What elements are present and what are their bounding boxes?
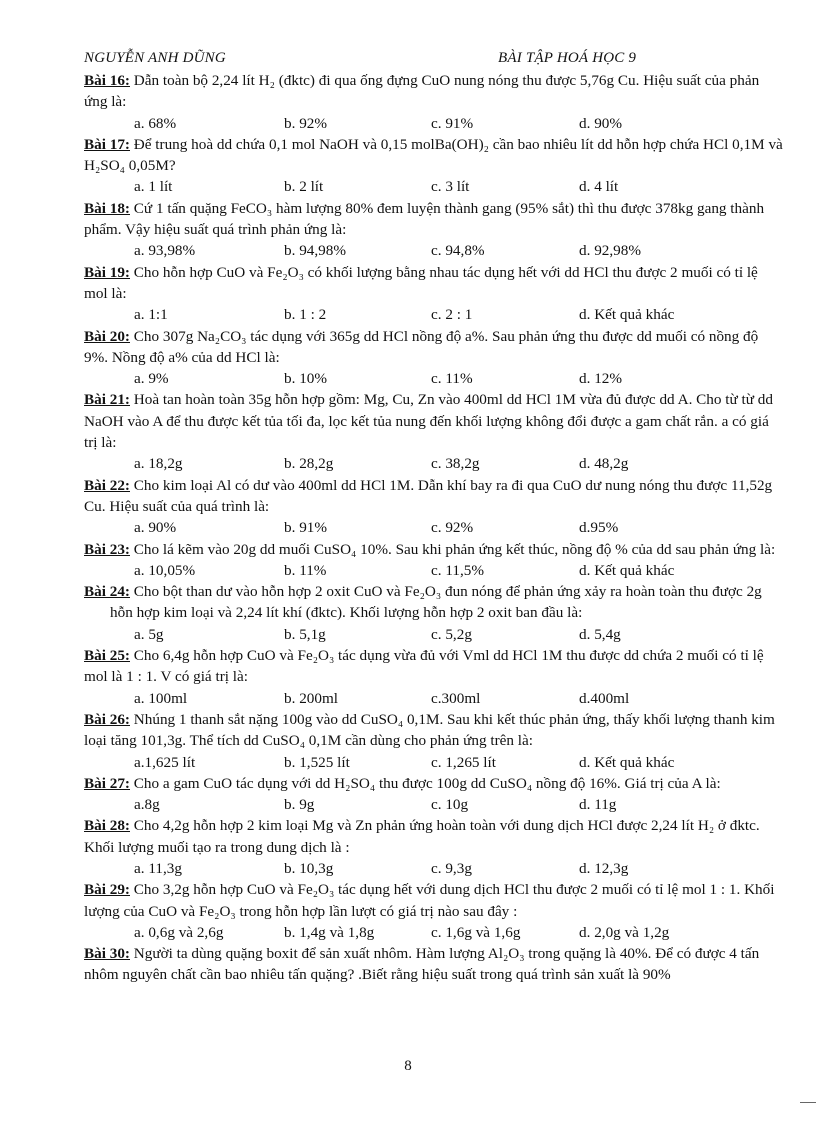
answer-option: b. 28,2g [284, 455, 334, 473]
answer-option: d.400ml [579, 689, 630, 707]
answer-option: b. 10,3g [284, 859, 334, 877]
answer-options [84, 304, 784, 325]
question-list [84, 70, 784, 986]
answer-options [84, 858, 784, 879]
answer-option: c. 5,2g [431, 625, 472, 643]
question-number: Bài 22: [84, 476, 130, 494]
answer-option: c. 94,8% [431, 242, 485, 260]
answer-option: c. 38,2g [431, 455, 480, 473]
answer-option: b. 91% [284, 519, 328, 537]
answer-option: d. 12,3g [579, 859, 629, 877]
answer-option: a.8g [134, 796, 160, 814]
answer-options [84, 113, 784, 134]
question-text [84, 709, 784, 752]
answer-option: d. Kết quả khác [579, 753, 675, 771]
question-text [84, 943, 784, 986]
answer-option: a. 93,98% [134, 242, 196, 260]
answer-option: a. 100ml [134, 689, 188, 707]
page-number: 8 [404, 1058, 412, 1074]
question-number: Bài 19: [84, 263, 130, 281]
page-header [84, 50, 784, 70]
answer-option: a. 1 lít [134, 178, 173, 196]
question-body: Cho 307g Na₂CO₃ tác dụng với 365g dd HCl nồng độ a%. Sau phản ứng thu được dd muối có nồng độ 9%. Nồng độ a% của dd HCl là: [84, 327, 759, 366]
question-body: Cho 3,2g hỗn hợp CuO và Fe₂O₃ tác dụng hết với dung dịch HCl thu được 2 muối có tỉ lệ mol 1 : 1. Khối lượng của CuO và Fe₂O₃ trong hỗn hợp lần lượt có giá trị nào sau đây : [84, 881, 775, 920]
question-number: Bài 28: [84, 817, 130, 835]
answer-option: b. 11% [284, 561, 327, 579]
question-text [84, 389, 784, 453]
answer-option: c. 11,5% [431, 561, 485, 579]
answer-option: c. 11% [431, 370, 473, 388]
question-number: Bài 27: [84, 774, 130, 792]
answer-option: d.95% [579, 519, 619, 537]
question-text [84, 475, 784, 518]
question-number: Bài 21: [84, 391, 130, 409]
answer-option: c. 9,3g [431, 859, 472, 877]
answer-options [84, 560, 784, 581]
question-body: Cho lá kẽm vào 20g dd muối CuSO₄ 10%. Sau khi phản ứng kết thúc, nồng độ % của dd sau phản ứng là: [133, 540, 776, 558]
answer-option: d. 5,4g [579, 625, 621, 643]
question-body: Cho a gam CuO tác dụng với dd H₂SO₄ thu được 100g dd CuSO₄ nồng độ 16%. Giá trị của A là: [133, 774, 721, 792]
question-text [84, 581, 784, 624]
answer-option: a. 5g [134, 625, 164, 643]
question-number: Bài 23: [84, 540, 130, 558]
header-subject: BÀI TẬP HOÁ HỌC 9 [498, 50, 637, 66]
question-body: Để trung hoà dd chứa 0,1 mol NaOH và 0,15 molBa(OH)₂ cần bao nhiêu lít dd hỗn hợp chứa HCl 0,1M và H₂SO₄ 0,05M? [84, 135, 783, 175]
answer-option: d. 92,98% [579, 242, 642, 260]
answer-options [84, 453, 784, 474]
question-number: Bài 30: [84, 945, 130, 963]
header-author: NGUYỄN ANH DŨNG [84, 50, 226, 66]
answer-option: c. 92% [431, 519, 474, 537]
question-text [84, 539, 784, 560]
answer-option: d. 2,0g và 1,2g [579, 923, 670, 941]
question-body: Cho 6,4g hỗn hợp CuO và Fe₂O₃ tác dụng vừa đủ với Vml dd HCl 1M thu được dd chứa 2 muối có tỉ lệ mol là 1 : 1. V có giá trị là: [84, 647, 764, 686]
answer-option: a. 1:1 [134, 306, 168, 324]
answer-option: a. 18,2g [134, 455, 183, 473]
answer-options [84, 240, 784, 261]
answer-option: a. 0,6g và 2,6g [134, 923, 224, 941]
question-number: Bài 18: [84, 199, 130, 217]
question-body: Người ta dùng quặng boxit để sản xuất nhôm. Hàm lượng Al₂O₃ trong quặng là 40%. Để có được 4 tấn nhôm nguyên chất cần bao nhiêu tấn quặng? .Biết rằng hiệu suất trong quá trình sản xuất là 90% [84, 945, 760, 984]
answer-option: d. 48,2g [579, 455, 629, 473]
answer-option: c.300ml [431, 689, 481, 707]
answer-options [84, 517, 784, 538]
answer-option: d. Kết quả khác [579, 561, 675, 579]
answer-option: c. 10g [431, 796, 469, 814]
answer-option: b. 5,1g [284, 625, 326, 643]
question-body: Nhúng 1 thanh sắt nặng 100g vào dd CuSO₄ 0,1M. Sau khi kết thúc phản ứng, thấy khối lượng thanh kim loại tăng 101,3g. Thể tích dd CuSO₄ 0,1M cần dùng cho phản ứng trên là: [84, 710, 775, 750]
question-text [84, 262, 784, 305]
question-body: Cho 4,2g hỗn hợp 2 kim loại Mg và Zn phản ứng hoàn toàn với dung dịch HCl được 2,24 lít H₂ ở đktc. Khối lượng muối tạo ra trong dung dịch là : [84, 817, 760, 856]
answer-option: a.1,625 lít [134, 753, 196, 771]
question-number: Bài 26: [84, 710, 130, 728]
question-text [84, 70, 784, 113]
answer-option: a. 10,05% [134, 561, 196, 579]
answer-option: c. 1,265 lít [431, 753, 496, 771]
answer-option: c. 91% [431, 114, 474, 132]
answer-option: b. 10% [284, 370, 328, 388]
answer-option: c. 1,6g và 1,6g [431, 923, 521, 941]
divider [800, 1102, 816, 1103]
answer-options [84, 624, 784, 645]
question-text [84, 326, 784, 369]
answer-option: d. 90% [579, 114, 623, 132]
answer-option: b. 2 lít [284, 178, 324, 196]
answer-options [84, 794, 784, 815]
answer-option: b. 1,525 lít [284, 753, 350, 771]
question-body: Cho bột than dư vào hỗn hợp 2 oxit CuO và Fe₂O₃ đun nóng để phản ứng xảy ra hoàn toàn thu được 2g hỗn hợp kim loại và 2,24 lít khí (đktc). Khối lượng hỗn hợp 2 oxit ban đầu là: [110, 583, 762, 622]
answer-option: c. 2 : 1 [431, 306, 473, 324]
question-number: Bài 17: [84, 135, 130, 153]
question-body: Hoà tan hoàn toàn 35g hỗn hợp gồm: Mg, Cu, Zn vào 400ml dd HCl 1M vừa đủ được dd A. Cho từ từ dd NaOH vào A để thu được kết tủa tối đa, lọc kết tủa nung đến khối lượng không đổi được a gam chất rắn. a có giá trị là: [84, 391, 773, 452]
answer-options [84, 922, 784, 943]
question-body: Cho kim loại Al có dư vào 400ml dd HCl 1M. Dẫn khí bay ra đi qua CuO dư nung nóng thu được 11,52g Cu. Hiệu suất của quá trình là: [84, 476, 773, 515]
question-body: Cứ 1 tấn quặng FeCO₃ hàm lượng 80% đem luyện thành gang (95% sắt) thì thu được 378kg gang thành phẩm. Vậy hiệu suất quá trình phản ứng là: [84, 199, 765, 239]
answer-option: b. 1 : 2 [284, 306, 327, 324]
question-number: Bài 20: [84, 327, 130, 345]
answer-option: b. 1,4g và 1,8g [284, 923, 375, 941]
answer-options [84, 688, 784, 709]
question-body: Dẫn toàn bộ 2,24 lít H₂ (đktc) đi qua ống đựng CuO nung nóng thu được 5,76g Cu. Hiệu suất của phản ứng là: [84, 72, 760, 111]
answer-option: b. 94,98% [284, 242, 347, 260]
document-page [84, 50, 784, 986]
answer-option: d. 4 lít [579, 178, 619, 196]
question-number: Bài 24: [84, 583, 130, 601]
question-number: Bài 29: [84, 881, 130, 899]
question-text [84, 879, 784, 922]
question-text [84, 645, 784, 688]
answer-options [84, 752, 784, 773]
question-text [84, 815, 784, 858]
answer-option: a. 9% [134, 370, 169, 388]
answer-option: d. Kết quả khác [579, 306, 675, 324]
question-text [84, 198, 784, 241]
question-text [84, 134, 784, 177]
question-number: Bài 16: [84, 72, 130, 89]
question-number: Bài 25: [84, 647, 130, 665]
answer-option: c. 3 lít [431, 178, 470, 196]
answer-option: d. 11g [579, 796, 617, 814]
answer-option: a. 90% [134, 519, 177, 537]
answer-option: a. 11,3g [134, 859, 182, 877]
answer-option: b. 9g [284, 796, 315, 814]
answer-options [84, 368, 784, 389]
answer-option: d. 12% [579, 370, 623, 388]
answer-option: a. 68% [134, 114, 177, 132]
question-text [84, 773, 784, 794]
question-body: Cho hỗn hợp CuO và Fe₂O₃ có khối lượng bằng nhau tác dụng hết với dd HCl thu được 2 muối có tỉ lệ mol là: [84, 263, 758, 302]
answer-option: b. 92% [284, 114, 328, 132]
answer-option: b. 200ml [284, 689, 339, 707]
answer-options [84, 176, 784, 197]
